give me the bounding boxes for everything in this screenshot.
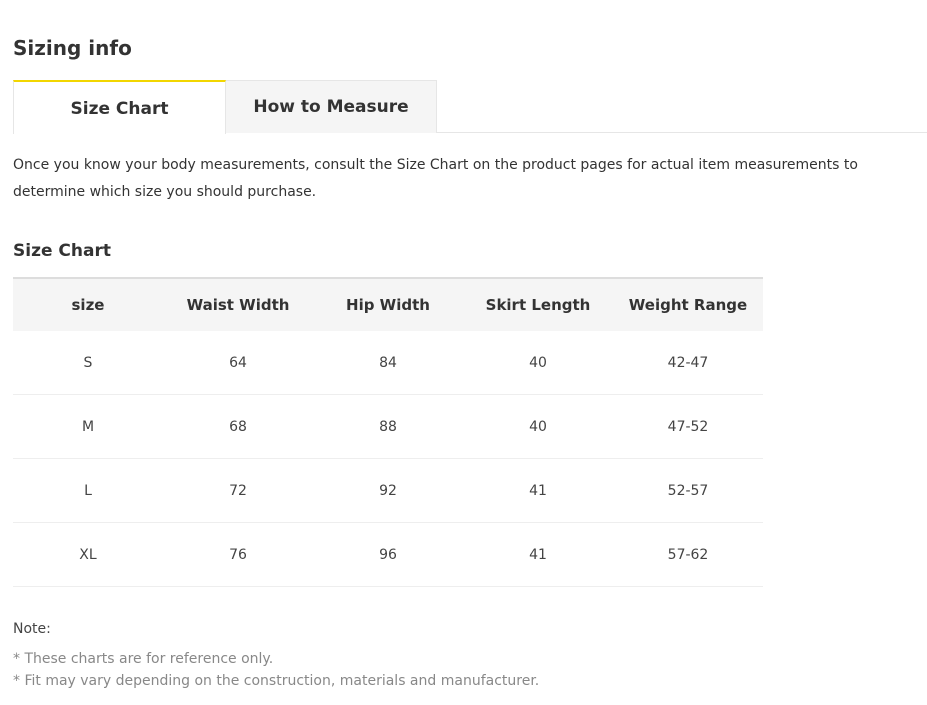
tab-how-to-measure[interactable]: How to Measure [226,80,437,133]
cell-hip-width: 92 [313,459,463,523]
table-row [13,459,763,523]
table-row [13,523,763,587]
cell-waist-width: 68 [163,395,313,459]
table-row [13,395,763,459]
cell-skirt-length: 40 [463,395,613,459]
cell-hip-width: 96 [313,523,463,587]
cell-skirt-length: 41 [463,523,613,587]
column-header-weight-range: Weight Range [613,278,763,331]
size-chart-title: Size Chart [13,241,111,261]
column-header-waist-width: Waist Width [163,278,313,331]
note-item: * Fit may vary depending on the construction, materials and manufacturer. [13,673,540,689]
page-title: Sizing info [13,36,132,60]
table-header-row [13,278,763,331]
cell-waist-width: 76 [163,523,313,587]
tab-size-chart[interactable]: Size Chart [13,80,226,134]
tab-bar [13,80,927,133]
cell-weight-range: 52-57 [613,459,763,523]
cell-size: M [13,395,163,459]
cell-weight-range: 42-47 [613,331,763,395]
cell-waist-width: 64 [163,331,313,395]
table-row [13,331,763,395]
cell-skirt-length: 40 [463,331,613,395]
column-header-skirt-length: Skirt Length [463,278,613,331]
column-header-size: size [13,278,163,331]
cell-skirt-length: 41 [463,459,613,523]
column-header-hip-width: Hip Width [313,278,463,331]
cell-waist-width: 72 [163,459,313,523]
cell-weight-range: 47-52 [613,395,763,459]
cell-hip-width: 84 [313,331,463,395]
cell-size: L [13,459,163,523]
note-label: Note: [13,621,51,637]
cell-hip-width: 88 [313,395,463,459]
note-item: * These charts are for reference only. [13,651,274,667]
intro-text: Once you know your body measurements, consult the Size Chart on the product pages for actual item measurements to determine which size you should purchase. [13,157,858,200]
cell-size: S [13,331,163,395]
cell-size: XL [13,523,163,587]
size-chart-table [13,277,763,587]
note-list [13,648,539,692]
cell-weight-range: 57-62 [613,523,763,587]
